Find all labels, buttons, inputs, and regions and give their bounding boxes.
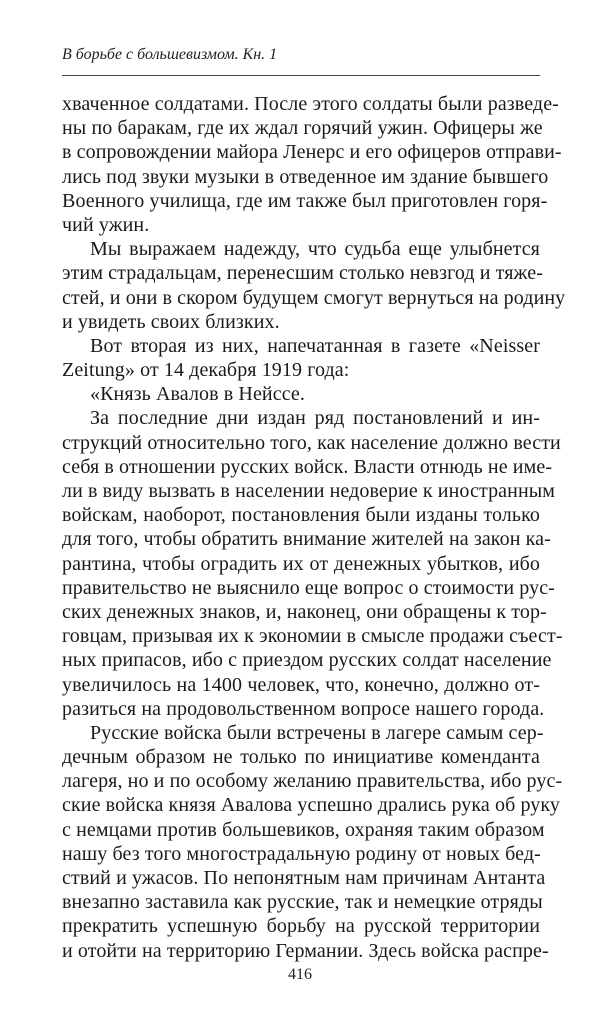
running-header: В борьбе с большевизмом. Кн. 1 <box>62 46 278 63</box>
text-line: говцам, призывая их к экономии в смысле продажи съест- <box>62 625 563 648</box>
text-line: и отойти на территорию Германии. Здесь войска распре- <box>62 939 549 962</box>
text-line: и увидеть своих близких. <box>62 310 280 333</box>
text-line: Мы выражаем надежду, что судьба еще улыбнется <box>90 238 540 261</box>
text-line: Русские войска были встречены в лагере самым сер- <box>90 721 544 744</box>
text-line: струкций относительно того, как население должно вести <box>62 431 561 454</box>
text-line: ли в виду вызвать в населении недоверие к иностранным <box>62 480 556 502</box>
text-line: лагеря, но и по особому желанию правительства, ибо рус- <box>62 770 563 793</box>
text-line: в сопровождении майора Ленерс и его офицеров отправи- <box>62 141 562 164</box>
text-line: стей, и они в скором будущем смогут вернуться на родину <box>62 286 566 309</box>
text-line: прекратить успешную борьбу на русской территории <box>62 915 540 938</box>
header-divider <box>62 75 540 76</box>
text-line: ных припасов, ибо с приездом русских солдат население <box>62 649 552 672</box>
text-line: войскам, наоборот, постановления были изданы только <box>62 504 540 527</box>
text-line: увеличилось на 1400 человек, что, конечно, должно от- <box>62 673 540 696</box>
text-line: чий ужин. <box>62 213 150 236</box>
text-line: ны по баракам, где их ждал горячий ужин. Офицеры же <box>62 117 543 140</box>
text-line: рантина, чтобы оградить их от денежных убытков, ибо <box>62 552 540 575</box>
text-line: правительство не выяснило еще вопрос о стоимости рус- <box>62 576 555 599</box>
text-line: дечным образом не только по инициативе коменданта <box>62 746 540 769</box>
text-line: «Князь Авалов в Нейссе. <box>90 383 306 406</box>
text-line: хваченное солдатами. После этого солдаты были разведе- <box>62 93 559 115</box>
text-line: для того, чтобы обратить внимание жителей на закон ка- <box>62 528 551 551</box>
text-line: лись под звуки музыки в отведенное им здание бывшего <box>62 165 549 188</box>
page-number: 416 <box>288 966 312 983</box>
text-line: ские войска князя Авалова успешно дрались рука об руку <box>62 794 561 817</box>
text-line: Zeitung» от 14 декабря 1919 года: <box>62 359 350 382</box>
text-line: Вот вторая из них, напечатанная в газете «Neisser <box>90 334 540 357</box>
text-line: себя в отношении русских войск. Власти отнюдь не име- <box>62 455 553 478</box>
text-line: этим страдальцам, перенесшим столько невзгод и тяже- <box>62 262 543 285</box>
text-line: нашу без того многострадальную родину от новых бед- <box>62 842 541 865</box>
text-line: ствий и ужасов. По непонятным нам причинам Антанта <box>62 867 546 889</box>
text-line: внезапно заставила как русские, так и немецкие отряды <box>62 891 543 914</box>
text-line: с немцами против большевиков, охраняя таким образом <box>62 818 545 841</box>
text-line: За последние дни издан ряд постановлений и ин- <box>90 407 540 430</box>
text-line: разиться на продовольственном вопросе нашего города. <box>62 697 545 720</box>
text-line: Военного училища, где им также был приготовлен горя- <box>62 189 548 212</box>
body-text <box>62 92 566 963</box>
text-line: ских денежных знаков, и, наконец, они обращены к тор- <box>62 600 547 623</box>
